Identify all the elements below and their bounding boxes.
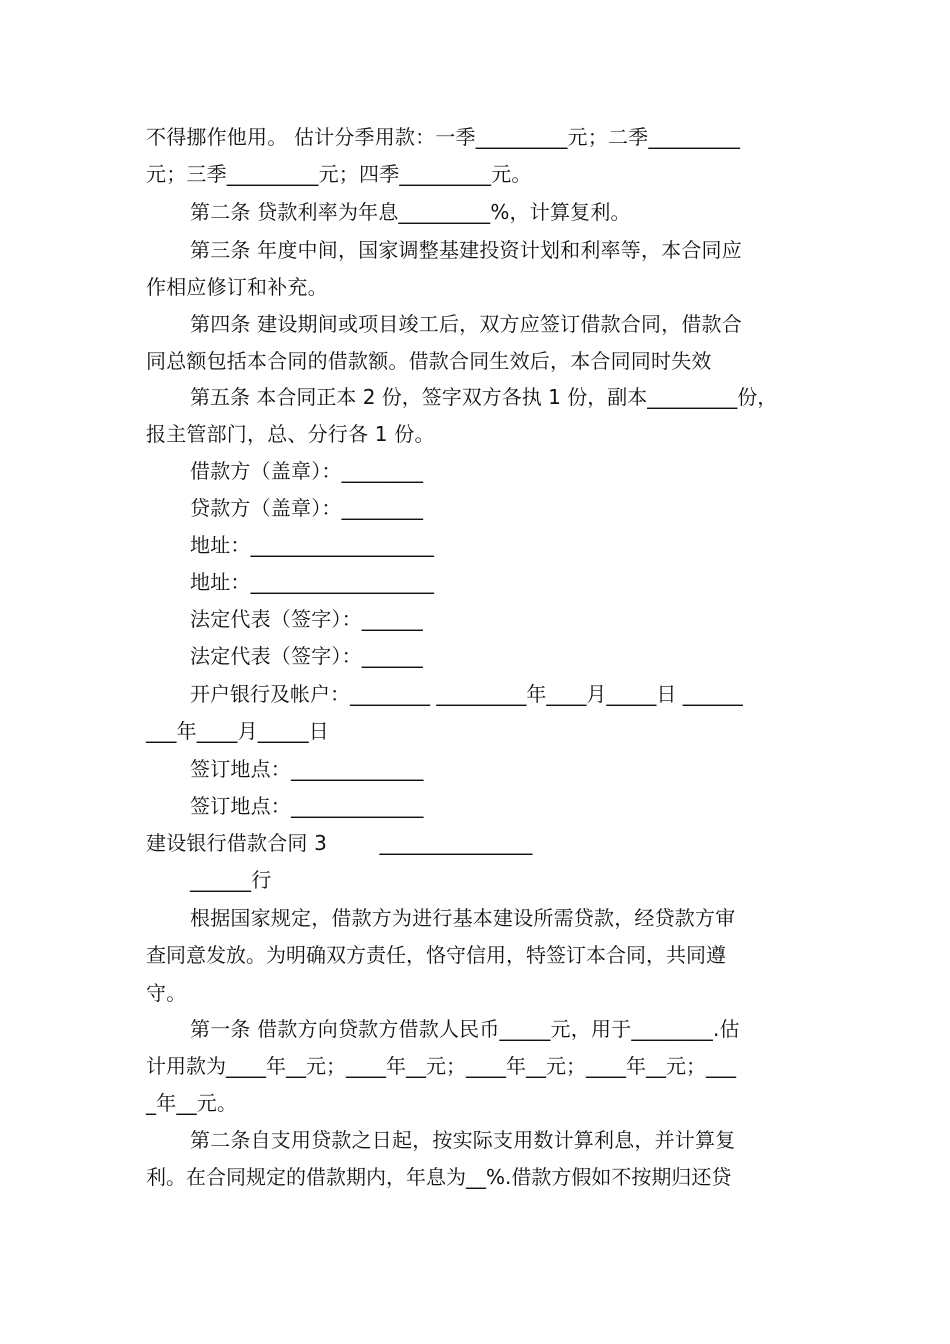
text-line: 守。 [146, 981, 187, 1005]
text-line: 第二条 贷款利率为年息_________%，计算复利。 [190, 200, 631, 224]
text-line: 报主管部门，总、分行各 1 份。 [146, 422, 435, 446]
representative-line: 法定代表（签字）：______ [190, 607, 423, 631]
text-line: 第四条 建设期间或项目竣工后，双方应签订借款合同，借款合 [190, 312, 742, 336]
text-line: 查同意发放。为明确双方责任，恪守信用，特签订本合同，共同遵 [146, 943, 726, 967]
signature-line: 贷款方（盖章）：________ [190, 496, 424, 520]
text-line: 第一条 借款方向贷款方借款人民币_____元，用于________.估 [190, 1017, 740, 1041]
text-line: 第五条 本合同正本 2 份，签字双方各执 1 份，副本_________份， [190, 385, 778, 409]
signature-line: 借款方（盖章）：________ [190, 459, 424, 483]
text-line: 不得挪作他用。 估计分季用款：一季_________元；二季_________ [146, 125, 741, 149]
text-line: 根据国家规定，借款方为进行基本建设所需贷款，经贷款方审 [190, 906, 736, 930]
text-line: 第二条自支用贷款之日起，按实际支用数计算利息，并计算复 [190, 1128, 736, 1152]
signing-place-line: 签订地点：_____________ [190, 757, 424, 781]
text-line: ______行 [190, 868, 272, 892]
bank-account-line: 开户银行及帐户：________ _________年____月_____日 ______ [190, 682, 743, 706]
section-title: 建设银行借款合同 3 _______________ [146, 831, 533, 855]
representative-line: 法定代表（签字）：______ [190, 644, 423, 668]
address-line: 地址：__________________ [190, 533, 435, 557]
address-line: 地址：__________________ [190, 570, 435, 594]
text-line: 利。在合同规定的借款期内，年息为__%.借款方假如不按期归还贷 [146, 1165, 732, 1189]
text-line: 第三条 年度中间，国家调整基建投资计划和利率等，本合同应 [190, 238, 742, 262]
text-line: 计用款为____年__元；____年__元；____年__元；____年__元；___ [146, 1054, 736, 1078]
text-line: _年__元。 [146, 1091, 238, 1115]
text-line: 元；三季_________元；四季_________元。 [146, 162, 532, 186]
text-line: 作相应修订和补充。 [146, 275, 328, 299]
date-line: ___年____月_____日 [146, 719, 329, 743]
text-line: 同总额包括本合同的借款额。借款合同生效后，本合同同时失效 [146, 349, 712, 373]
signing-place-line: 签订地点：_____________ [190, 794, 424, 818]
